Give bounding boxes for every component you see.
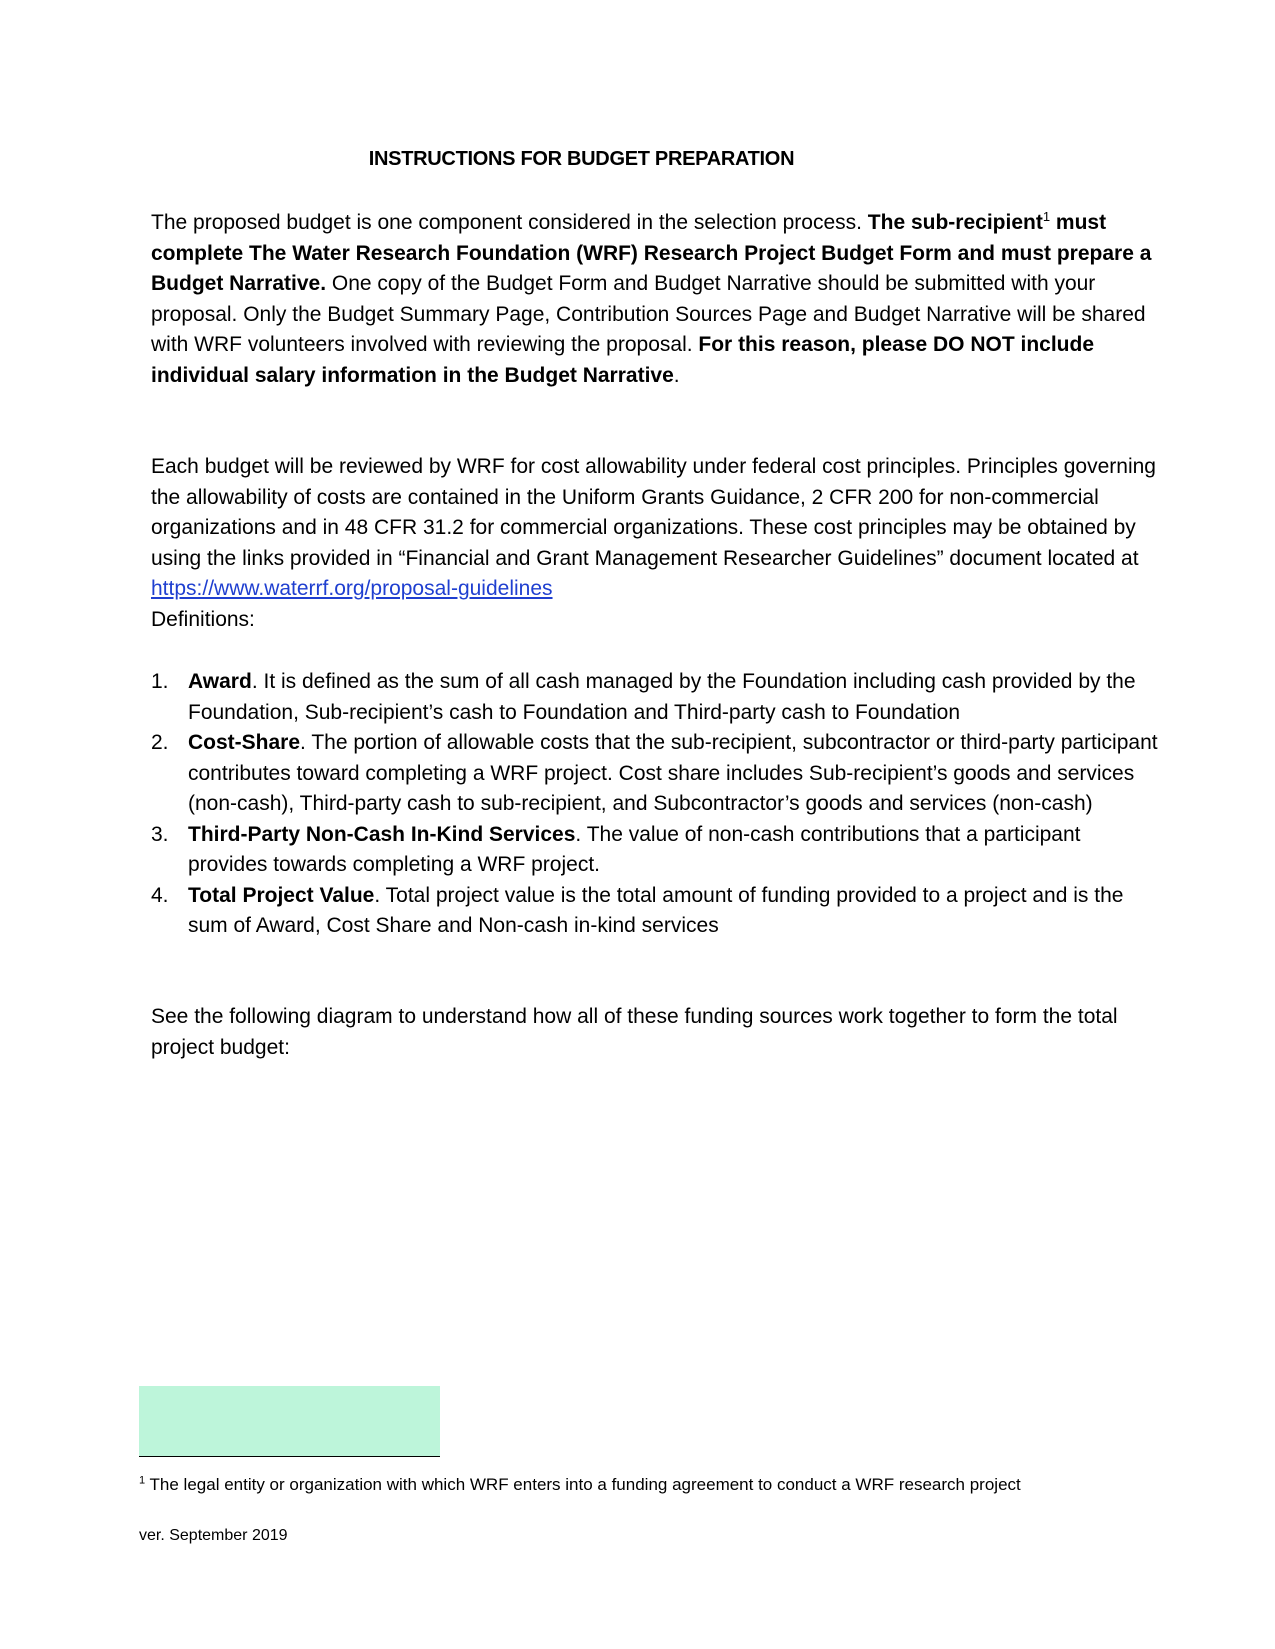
list-number: 2. <box>151 731 169 754</box>
intro-paragraph <box>151 208 1161 391</box>
version-label: ver. September 2019 <box>139 1527 288 1544</box>
definitions-heading: Definitions: <box>151 607 255 631</box>
footnote <box>139 1474 1159 1496</box>
list-item <box>151 667 1161 728</box>
proposal-guidelines-link[interactable]: https://www.waterrf.org/proposal-guidelines <box>151 577 553 600</box>
list-number: 3. <box>151 822 169 846</box>
definition-term: Cost-Share <box>188 731 301 754</box>
list-item <box>151 820 1161 881</box>
list-number: 4. <box>151 883 169 907</box>
footnote-reference[interactable]: 1 <box>1042 209 1051 224</box>
definition-text: . The portion of allowable costs that the sub-recipient, subcontractor or third-party participant contributes toward completing a WRF project. Cost share includes Sub-recipient’s goods and services (non-cash), Third-party cash to sub-recipient, and Subcontractor’s goods and services (non-cash) <box>188 731 1158 815</box>
intro-bold-2: must complete The Water Research Foundation (WRF) Research Project Budget Form and must prepare a Budget Narrative. <box>151 211 1152 295</box>
intro-text-3: . <box>673 363 680 387</box>
footnote-divider <box>139 1456 440 1457</box>
definition-text: . Total project value is the total amount of funding provided to a project and is the sum of Award, Cost Share and Non-cash in-kind services <box>188 883 1124 937</box>
page-title: INSTRUCTIONS FOR BUDGET PREPARATION <box>368 148 795 170</box>
intro-bold-3: For this reason, please DO NOT include individual salary information in the Budget Narrative <box>151 333 1094 387</box>
cost-principles-paragraph <box>151 452 1161 635</box>
intro-text-2: One copy of the Budget Form and Budget Narrative should be submitted with your proposal. Only the Budget Summary Page, Contribution Sources Page and Budget Narrative will be shared with WRF volunteers involved with reviewing the proposal. <box>151 272 1146 356</box>
definitions-list <box>151 667 1161 942</box>
list-number: 1. <box>151 670 169 693</box>
definition-term: Award <box>188 670 252 693</box>
highlight-box <box>139 1386 440 1457</box>
list-item <box>151 728 1161 820</box>
diagram-intro-paragraph: See the following diagram to understand how all of these funding sources work together to form the total project budget: <box>151 1005 1118 1059</box>
definition-text: . It is defined as the sum of all cash managed by the Foundation including cash provided by the Foundation, Sub-recipient’s cash to Foundation and Third-party cash to Foundation <box>188 670 1136 724</box>
definition-term: Third-Party Non-Cash In-Kind Services <box>188 822 576 846</box>
footnote-number: 1 <box>139 1474 146 1487</box>
footnote-text: The legal entity or organization with which WRF enters into a funding agreement to conduct a WRF research project <box>145 1475 1021 1494</box>
intro-text-1: The proposed budget is one component considered in the selection process. <box>151 211 868 234</box>
definition-term: Total Project Value <box>188 883 375 907</box>
list-item <box>151 881 1161 942</box>
cost-principles-text: Each budget will be reviewed by WRF for cost allowability under federal cost principles. Principles governing the allowability of costs are contained in the Uniform Grants Guidance, 2 CFR 200 for non-commercial organizations and in 48 CFR 31.2 for commercial organizations. These cost principles may be obtained by using the links provided in “Financial and Grant Management Researcher Guidelines” document located at <box>151 455 1156 570</box>
intro-bold-1: The sub-recipient <box>867 211 1043 234</box>
definition-text: . The value of non-cash contributions that a participant provides towards completing a WRF project. <box>188 822 1081 876</box>
